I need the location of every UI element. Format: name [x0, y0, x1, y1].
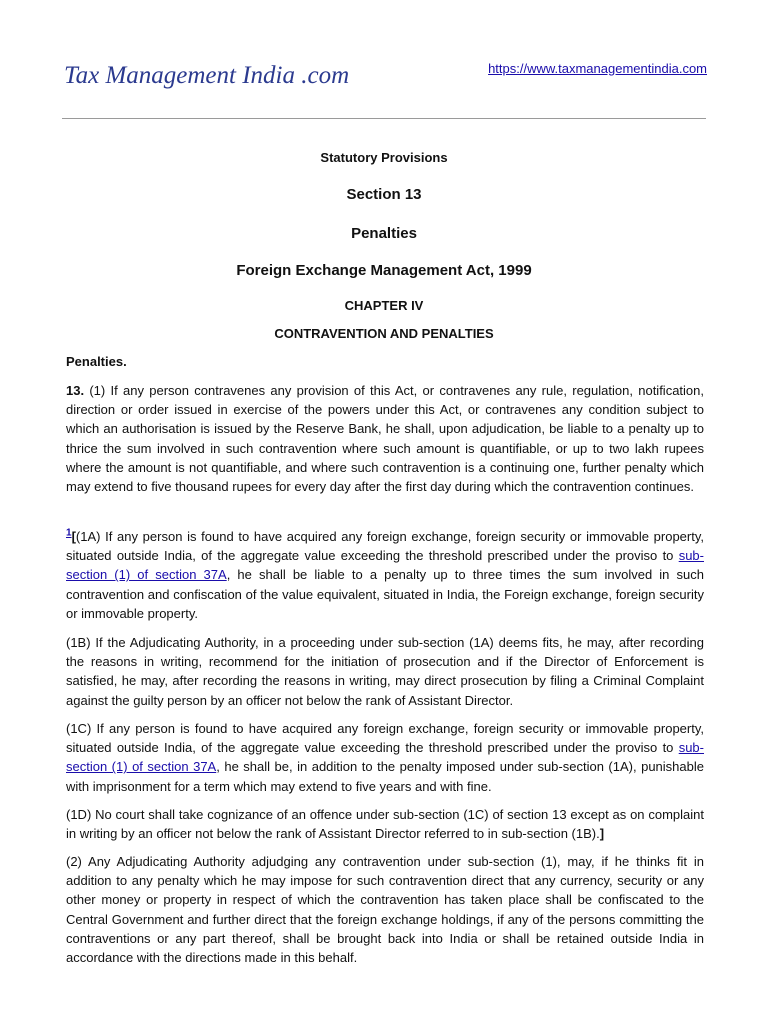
- paragraph-text: (1A) If any person is found to have acquired any foreign exchange, foreign security or immovable property, situated outside India, of the aggregate value exceeding the threshold prescribed under the proviso to: [66, 529, 704, 564]
- section-title: Penalties: [351, 225, 417, 242]
- paragraph-text: , he shall be, in addition to the penalty imposed under sub-section (1A), punishable with imprisonment for a term which may extend to five years and with fine.: [66, 759, 704, 794]
- site-url-link[interactable]: https://www.taxmanagementindia.com: [488, 61, 707, 76]
- section-number: Section 13: [346, 186, 422, 203]
- paragraph-13-2: [66, 852, 704, 967]
- footnote-reference-link[interactable]: 1: [66, 527, 72, 539]
- paragraph-13-1d: [66, 805, 704, 843]
- section-37a-link[interactable]: sub-section (1) of section 37A: [66, 548, 704, 583]
- side-heading: Penalties.: [66, 354, 127, 369]
- header-divider: [62, 118, 706, 119]
- section-number-label: 13.: [66, 383, 85, 398]
- paragraph-text: (1B) If the Adjudicating Authority, in a proceeding under sub-section (1A) deems fits, he may, after recording the reasons in writing, recommend for the initiation of prosecution and if the Director of Enforcement is satisfied, he may, after recording the reasons in writing, may direct prosecution by filing a Criminal Complaint against the guilty person by an officer not below the rank of Assistant Director.: [66, 635, 704, 708]
- act-name: Foreign Exchange Management Act, 1999: [236, 262, 532, 279]
- paragraph-text: (2) Any Adjudicating Authority adjudging any contravention under sub-section (1), may, if he thinks fit in addition to any penalty which he may impose for such contravention direct that any currency, security or any other money or property in respect of which the contravention has taken place shall be confiscated to the Central Government and further direct that the foreign exchange holdings, if any of the persons committing the contraventions or any part thereof, shall be brought back into India or shall be retained outside India in accordance with the directions made in this behalf.: [66, 854, 704, 966]
- paragraph-13-1: [66, 381, 704, 496]
- chapter-title: CONTRAVENTION AND PENALTIES: [274, 326, 494, 341]
- section-37a-link[interactable]: sub-section (1) of section 37A: [66, 740, 704, 775]
- site-logo[interactable]: Tax Management India .com: [64, 62, 350, 89]
- amendment-open-bracket: [: [71, 529, 76, 544]
- paragraph-13-1c: [66, 719, 704, 796]
- paragraph-text: , he shall be liable to a penalty up to three times the sum involved in such contravention and confiscation of the value equivalent, situated in India, the Foreign exchange, foreign security or immovable property.: [66, 567, 704, 621]
- amendment-close-bracket: ]: [599, 826, 605, 842]
- paragraph-13-1b: [66, 633, 704, 710]
- paragraph-text: (1D) No court shall take cognizance of an offence under sub-section (1C) of section 13 except as on complaint in writing by an officer not below the rank of Assistant Director referred to in sub-section (1B).: [66, 807, 704, 842]
- paragraph-13-1a: [66, 527, 704, 623]
- chapter-number: CHAPTER IV: [344, 298, 424, 313]
- paragraph-text: (1C) If any person is found to have acquired any foreign exchange, foreign security or immovable property, situated outside India, of the aggregate value exceeding the threshold prescribed under the proviso to: [66, 721, 704, 756]
- document-category: Statutory Provisions: [320, 150, 448, 165]
- paragraph-text: (1) If any person contravenes any provision of this Act, or contravenes any rule, regulation, notification, direction or order issued in exercise of the powers under this Act, or contravenes any condition subject to which an authorisation is issued by the Reserve Bank, he shall, upon adjudication, be liable to a penalty up to thrice the sum involved in such contravention where such amount is quantifiable, or up to two lakh rupees where the amount is not quantifiable, and where such contravention is a continuing one, further penalty which may extend to five thousand rupees for every day after the first day during which the contravention continues.: [66, 383, 704, 495]
